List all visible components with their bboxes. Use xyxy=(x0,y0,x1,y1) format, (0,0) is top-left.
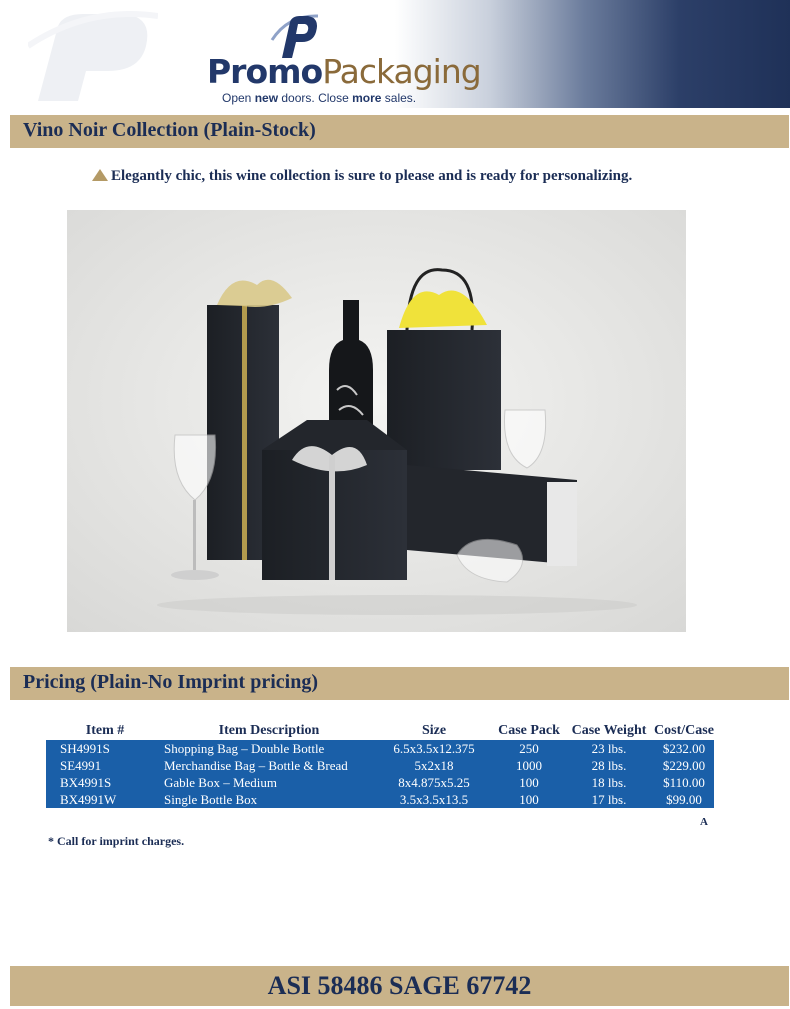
header-item-number: Item # xyxy=(85,723,125,738)
cell-item-number: BX4991W xyxy=(46,791,164,808)
header-cost-case: Cost/Case xyxy=(654,723,714,738)
imprint-note: * Call for imprint charges. xyxy=(48,834,185,848)
cell-item-number: SE4991 xyxy=(46,757,164,774)
cell-case-pack: 100 xyxy=(494,774,564,791)
cell-size: 6.5x3.5x12.375 xyxy=(374,740,494,757)
pricing-table xyxy=(46,722,714,808)
section-title-bar xyxy=(10,115,789,148)
brand-part-2: Packaging xyxy=(322,52,481,91)
cell-size: 8x4.875x5.25 xyxy=(374,774,494,791)
tagline-more: more xyxy=(352,91,382,105)
header-banner xyxy=(0,0,790,108)
cell-item-number: SH4991S xyxy=(46,740,164,757)
cell-case-weight: 18 lbs. xyxy=(564,774,654,791)
cell-description: Gable Box – Medium xyxy=(164,774,374,791)
header-case-weight: Case Weight xyxy=(571,723,647,738)
table-row xyxy=(46,740,714,757)
footer-text: ASI 58486 SAGE 67742 xyxy=(267,971,532,1000)
intro-sentence: Elegantly chic, this wine collection is sure to please and is ready for personalizing. xyxy=(111,168,633,184)
tagline-segment-3: sales. xyxy=(381,91,417,105)
cell-case-weight: 17 lbs. xyxy=(564,791,654,808)
tagline xyxy=(222,91,416,105)
cell-size: 3.5x3.5x13.5 xyxy=(374,791,494,808)
cell-cost-case: $232.00 xyxy=(654,740,714,757)
table-header-row xyxy=(46,722,714,740)
tagline-segment-2: doors. Close xyxy=(278,91,353,105)
cell-item-number: BX4991S xyxy=(46,774,164,791)
cell-cost-case: $99.00 xyxy=(654,791,714,808)
logo-watermark-icon xyxy=(28,6,158,106)
cell-description: Merchandise Bag – Bottle & Bread xyxy=(164,757,374,774)
footnote-marker: A xyxy=(700,816,708,828)
triangle-bullet-icon xyxy=(92,169,108,181)
header-size: Size xyxy=(421,723,447,738)
cell-size: 5x2x18 xyxy=(374,757,494,774)
pricing-title: Pricing (Plain-No Imprint pricing) xyxy=(23,671,318,693)
intro-text xyxy=(92,168,632,185)
product-photo xyxy=(67,210,686,632)
cell-case-pack: 1000 xyxy=(494,757,564,774)
brand-part-1: Promo xyxy=(207,52,323,91)
table-row xyxy=(46,774,714,791)
cell-cost-case: $229.00 xyxy=(654,757,714,774)
cell-case-weight: 28 lbs. xyxy=(564,757,654,774)
pricing-title-bar xyxy=(10,667,789,700)
cell-case-weight: 23 lbs. xyxy=(564,740,654,757)
table-row xyxy=(46,757,714,774)
cell-description: Shopping Bag – Double Bottle xyxy=(164,740,374,757)
footer-bar xyxy=(10,966,789,1006)
tagline-segment-1: Open xyxy=(222,91,255,105)
header-case-pack: Case Pack xyxy=(498,723,560,738)
cell-case-pack: 250 xyxy=(494,740,564,757)
header-item-description: Item Description xyxy=(218,723,320,738)
cell-case-pack: 100 xyxy=(494,791,564,808)
cell-description: Single Bottle Box xyxy=(164,791,374,808)
cell-cost-case: $110.00 xyxy=(654,774,714,791)
section-title: Vino Noir Collection (Plain-Stock) xyxy=(23,119,316,141)
brand-name xyxy=(207,52,481,91)
table-row xyxy=(46,791,714,808)
tagline-new: new xyxy=(254,91,279,105)
